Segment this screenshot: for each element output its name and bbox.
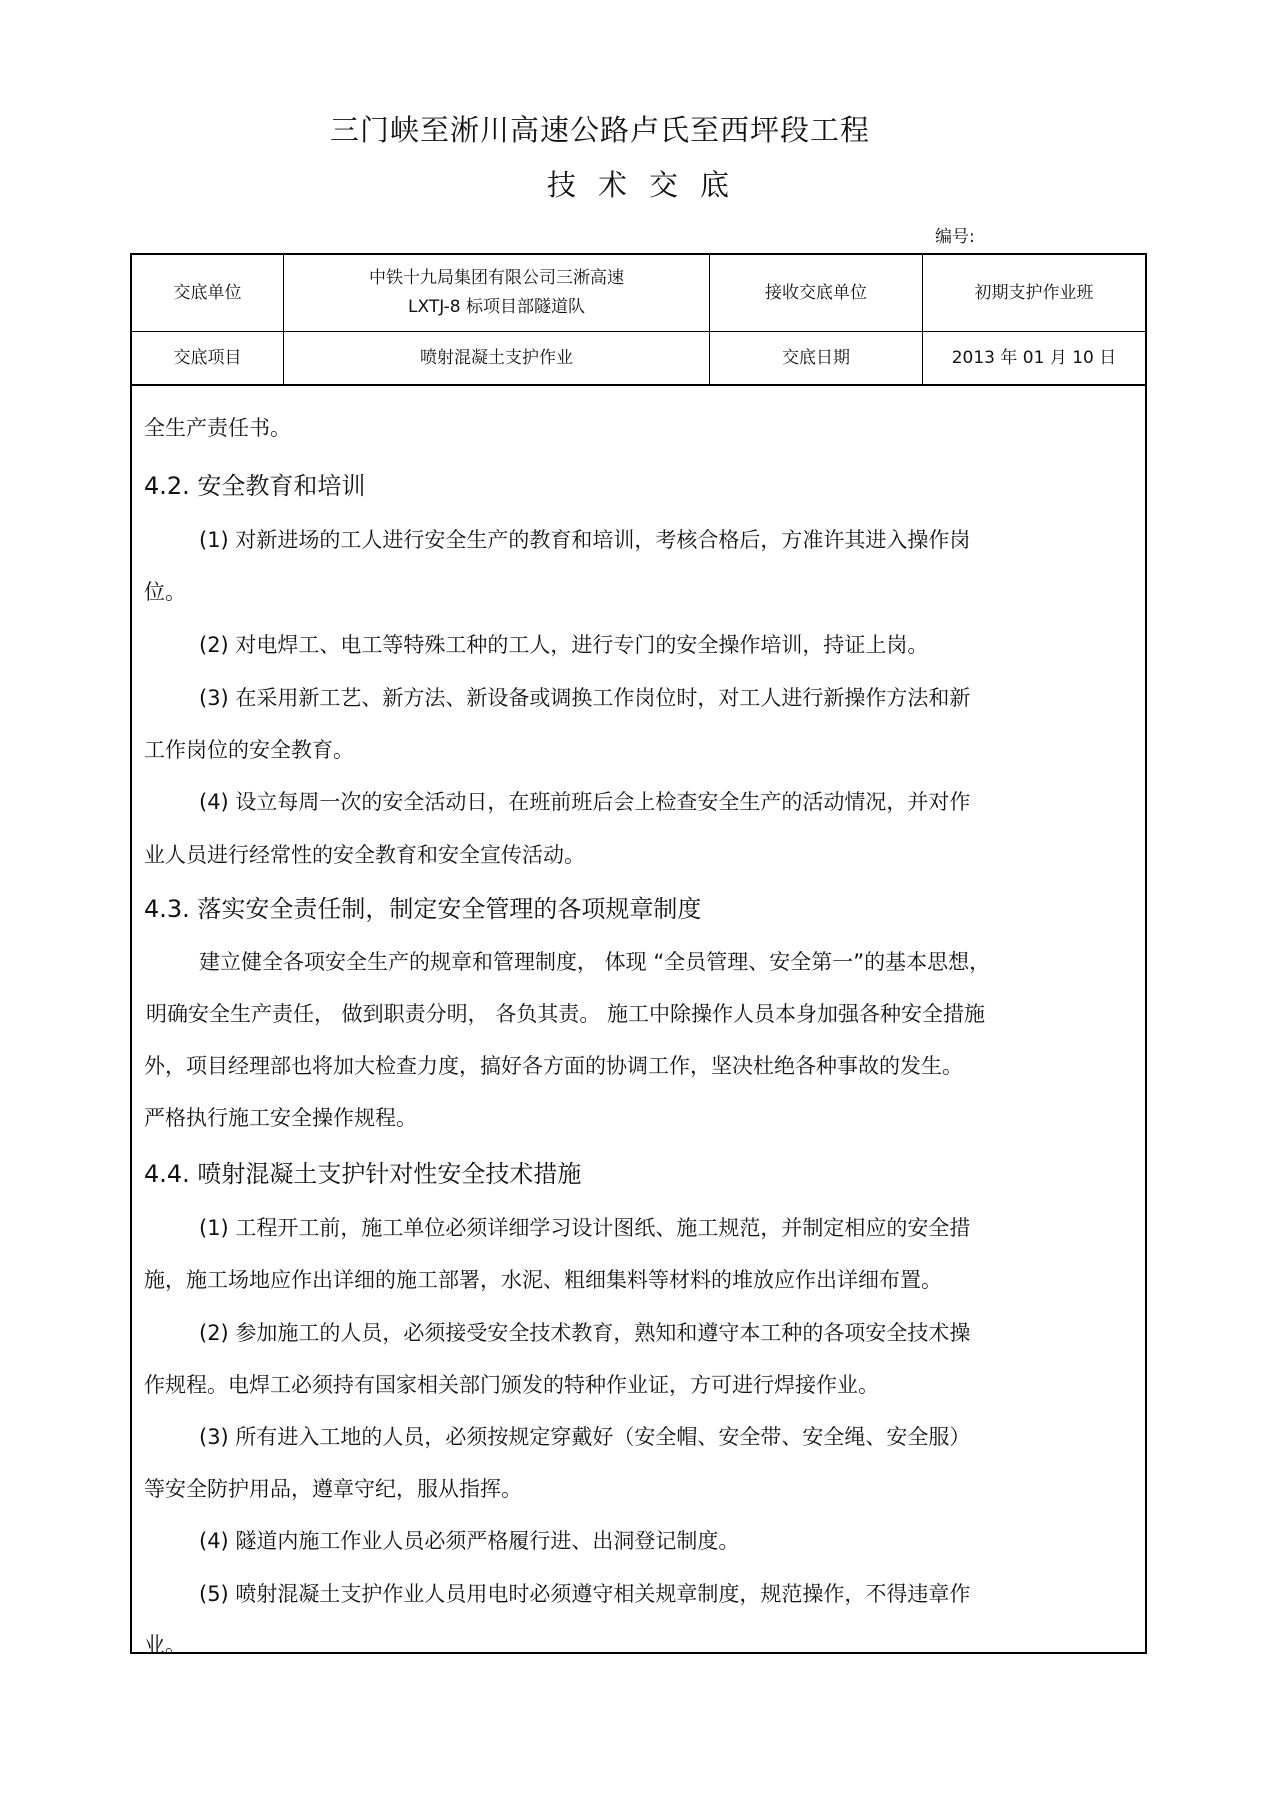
receiver-value-cell (923, 255, 1145, 332)
unit-value-cell (284, 255, 710, 332)
paragraph-line: 外，项目经理部也将加大检查力度，搞好各方面的协调工作，坚决杜绝各种事故的发生。 (144, 1054, 963, 1078)
paragraph-line: 明确安全生产责任， 做到职责分明， 各负其责。 施工中除操作人员本身加强各种安全措施 (146, 1002, 986, 1026)
item-value: 喷射混凝土支护作业 (420, 347, 573, 368)
unit-value-line1: 中铁十九局集团有限公司三淅高速 (369, 268, 624, 289)
paragraph-line: 严格执行施工安全操作规程。 (144, 1106, 417, 1130)
paragraph-line: 工作岗位的安全教育。 (144, 738, 354, 762)
date-label-cell (710, 332, 923, 384)
paragraph-line: 全生产责任书。 (144, 416, 291, 440)
unit-value-line2: LXTJ-8 标项目部隧道队 (408, 297, 585, 317)
item-label: 交底项目 (173, 347, 242, 368)
document-title: 三门峡至淅川高速公路卢氏至西坪段工程 (330, 113, 871, 147)
section-heading-4-2: 4.2. 安全教育和培训 (144, 472, 366, 500)
paragraph-line: 位。 (144, 580, 186, 604)
paragraph-line: (1) 工程开工前，施工单位必须详细学习设计图纸、施工规范，并制定相应的安全措 (199, 1216, 971, 1240)
receiver-label: 接收交底单位 (765, 282, 867, 303)
section-heading-4-4: 4.4. 喷射混凝土支护针对性安全技术措施 (144, 1160, 582, 1188)
paragraph-line: (4) 隧道内施工作业人员必须严格履行进、出洞登记制度。 (199, 1529, 740, 1553)
receiver-value: 初期支护作业班 (974, 282, 1094, 303)
unit-label-cell (132, 255, 284, 332)
paragraph-line: (2) 参加施工的人员，必须接受安全技术教育，熟知和遵守本工种的各项安全技术操 (199, 1321, 971, 1345)
paragraph-line: (3) 所有进入工地的人员，必须按规定穿戴好（安全帽、安全带、安全绳、安全服） (199, 1425, 971, 1449)
date-value: 2013 年 01 月 10 日 (951, 347, 1117, 368)
paragraph-line: (3) 在采用新工艺、新方法、新设备或调换工作岗位时，对工人进行新操作方法和新 (199, 686, 971, 710)
section-heading-4-3: 4.3. 落实安全责任制，制定安全管理的各项规章制度 (144, 895, 702, 923)
paragraph-line: (2) 对电焊工、电工等特殊工种的工人，进行专门的安全操作培训，持证上岗。 (199, 633, 929, 657)
date-label: 交底日期 (782, 347, 850, 368)
paragraph-line: 等安全防护用品，遵章守纪，服从指挥。 (144, 1477, 522, 1501)
paragraph-line: (4) 设立每周一次的安全活动日，在班前班后会上检查安全生产的活动情况，并对作 (199, 790, 971, 814)
item-value-cell (284, 332, 710, 384)
paragraph-line: (1) 对新进场的工人进行安全生产的教育和培训，考核合格后，方准许其进入操作岗 (199, 528, 971, 552)
content-box (130, 386, 1147, 1657)
receiver-label-cell (710, 255, 923, 332)
paragraph-line: (5) 喷射混凝土支护作业人员用电时必须遵守相关规章制度，规范操作，不得违章作 (199, 1582, 971, 1606)
paragraph-line: 建立健全各项安全生产的规章和管理制度， 体现 “全员管理、安全第一”的基本思想， (199, 950, 991, 974)
header-table (130, 253, 1147, 386)
item-label-cell (132, 332, 284, 384)
document-subtitle: 技术交底 (547, 168, 752, 202)
date-value-cell (923, 332, 1145, 384)
unit-label: 交底单位 (173, 282, 242, 303)
paragraph-line: 施，施工场地应作出详细的施工部署，水泥、粗细集料等材料的堆放应作出详细布置。 (144, 1268, 942, 1292)
document-number-label: 编号: (935, 227, 975, 247)
paragraph-line: 业。 (144, 1633, 186, 1657)
paragraph-line: 作规程。电焊工必须持有国家相关部门颁发的特种作业证，方可进行焊接作业。 (144, 1373, 879, 1397)
paragraph-line: 业人员进行经常性的安全教育和安全宣传活动。 (144, 843, 585, 867)
